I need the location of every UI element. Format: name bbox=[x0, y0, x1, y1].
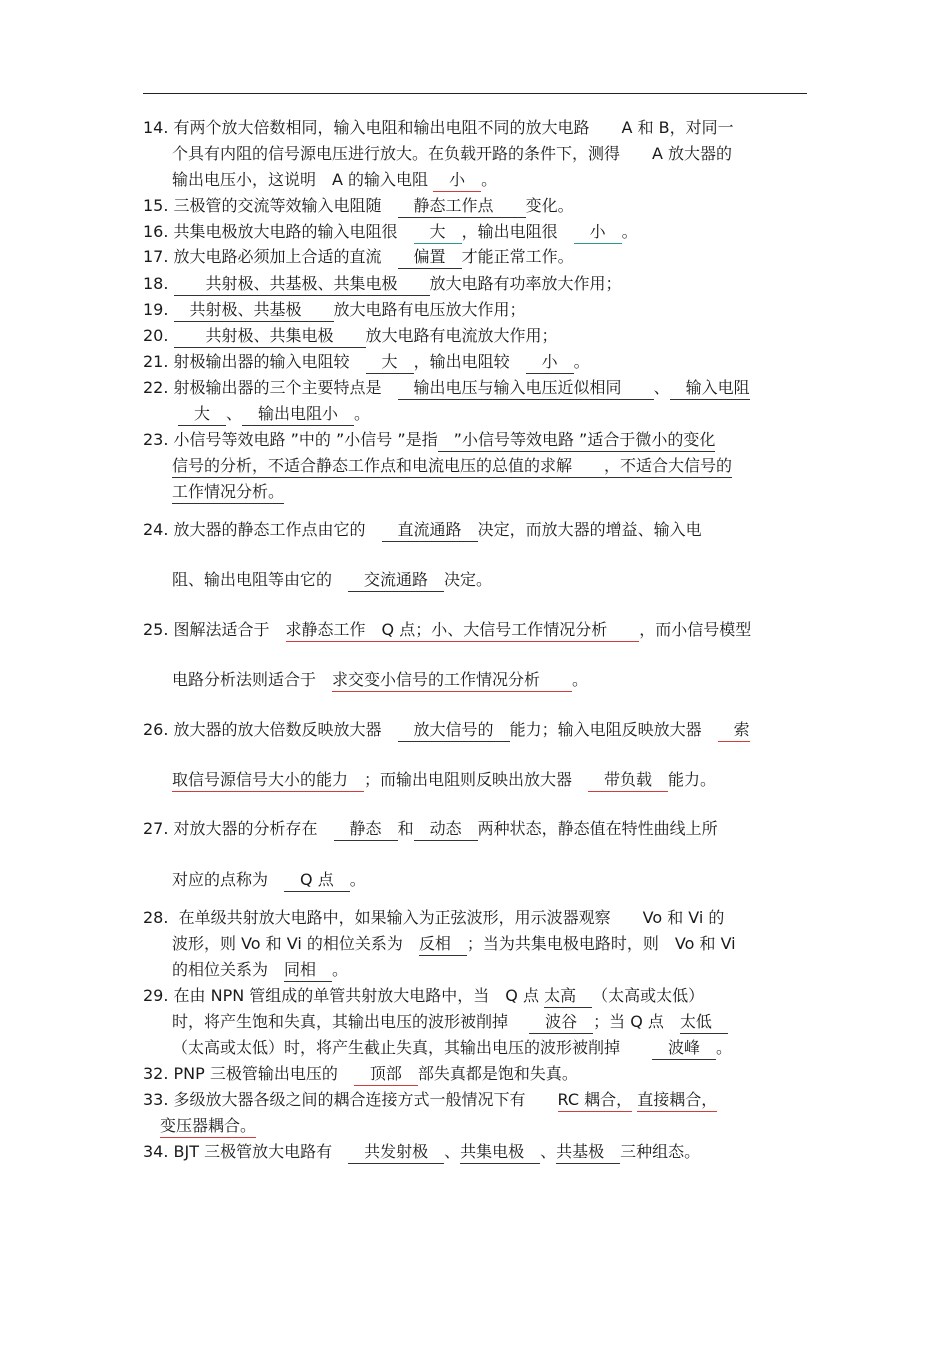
text: 18. bbox=[143, 274, 174, 293]
answer-blank: 共集电极 bbox=[460, 1142, 540, 1164]
answer-blank: 求交变小信号的工作情况分析 bbox=[332, 670, 572, 692]
q21-line bbox=[143, 352, 590, 374]
text: ；当为共集电极电路时，则 Vo 和 Vi bbox=[466, 934, 736, 953]
text: 15. 三极管的交流等效输入电阻随 bbox=[143, 196, 398, 215]
text: 才能正常工作。 bbox=[461, 247, 574, 266]
text: 24. 放大器的静态工作点由它的 bbox=[143, 520, 382, 539]
answer-blank: 输出电阻小 bbox=[242, 404, 354, 426]
answer-blank: 波谷 bbox=[529, 1012, 593, 1034]
text: 、 bbox=[226, 404, 243, 423]
q23-line2 bbox=[172, 456, 732, 478]
answer-blank: 大 bbox=[178, 404, 226, 426]
q32-line bbox=[143, 1064, 578, 1086]
text: 33. 多级放大器各级之间的耦合连接方式一般情况下有 bbox=[143, 1090, 558, 1109]
text: 时，将产生饱和失真，其输出电压的波形被削掉 bbox=[172, 1012, 530, 1031]
text: 34. BJT 三极管放大电路有 bbox=[143, 1142, 349, 1161]
text: 17. 放大电路必须加上合适的直流 bbox=[143, 247, 398, 266]
answer-blank: 小 bbox=[433, 170, 481, 192]
answer-blank: 共基极 bbox=[556, 1142, 620, 1164]
text: 19. bbox=[143, 300, 174, 319]
text: 两种状态，静态值在特性曲线上所 bbox=[477, 819, 718, 838]
q29-line3 bbox=[172, 1038, 732, 1060]
text: 、 bbox=[540, 1142, 557, 1161]
answer-blank: 输出电压与输入电压近似相同 bbox=[398, 378, 654, 400]
answer-blank: ”小信号等效电路 ”适合于微小的变化 bbox=[438, 430, 716, 452]
answer-blank: 变压器耦合。 bbox=[160, 1116, 256, 1138]
text: 阻、输出电阻等由它的 bbox=[172, 570, 349, 589]
text: 21. 射极输出器的输入电阻较 bbox=[143, 352, 366, 371]
answer-blank: 静态 bbox=[334, 819, 398, 841]
text: 、 bbox=[653, 378, 670, 397]
answer-blank: Q 点 bbox=[284, 870, 350, 892]
answer-blank: 工作情况分析。 bbox=[172, 482, 284, 504]
answer-blank: 小 bbox=[526, 352, 574, 374]
text: 对应的点称为 bbox=[172, 870, 285, 889]
answer-blank: 取信号源信号大小的能力 bbox=[172, 770, 364, 792]
answer-blank: 太高 bbox=[544, 986, 592, 1008]
q34-line bbox=[143, 1142, 700, 1164]
answer-blank: 共射极、共基极、共集电极 bbox=[174, 274, 430, 296]
answer-blank: 交流通路 bbox=[348, 570, 444, 592]
answer-blank: 带负载 bbox=[588, 770, 668, 792]
q24-line2 bbox=[172, 570, 492, 592]
text: 部失真都是饱和失真。 bbox=[417, 1064, 578, 1083]
answer-blank: 索 bbox=[718, 720, 750, 742]
q28-line1: 28. 在单级共射放大电路中，如果输入为正弦波形，用示波器观察 Vo 和 Vi 的 bbox=[143, 908, 725, 927]
answer-blank: RC 耦合， bbox=[558, 1090, 633, 1112]
answer-blank: 求静态工作 Q 点；小、大信号工作情况分析 bbox=[286, 620, 640, 642]
answer-blank: 偏置 bbox=[398, 247, 462, 269]
answer-blank: 小 bbox=[574, 222, 622, 244]
text: 放大电路有电压放大作用； bbox=[333, 300, 526, 319]
q23-line3 bbox=[172, 482, 284, 504]
text: 能力；输入电阻反映放大器 bbox=[509, 720, 718, 739]
text: 。 bbox=[573, 352, 590, 371]
q16-line bbox=[143, 222, 638, 244]
text: 变化。 bbox=[525, 196, 574, 215]
text: 29. 在由 NPN 管组成的单管共射放大电路中，当 Q 点 bbox=[143, 986, 545, 1005]
text: 26. 放大器的放大倍数反映放大器 bbox=[143, 720, 398, 739]
text: ，输出电阻较 bbox=[413, 352, 526, 371]
answer-blank: 直接耦合， bbox=[637, 1090, 717, 1112]
q22-line2 bbox=[178, 404, 370, 426]
text: ，而小信号模型 bbox=[639, 620, 752, 639]
text: 27. 对放大器的分析存在 bbox=[143, 819, 334, 838]
text: ；当 Q 点 bbox=[593, 1012, 680, 1031]
q17-line bbox=[143, 247, 574, 269]
answer-blank: 输入电阻 bbox=[670, 378, 750, 400]
q24-line1 bbox=[143, 520, 702, 542]
text: 22. 射极输出器的三个主要特点是 bbox=[143, 378, 398, 397]
text: 放大电路有电流放大作用； bbox=[365, 326, 558, 345]
q23-line1 bbox=[143, 430, 715, 452]
answer-blank: 顶部 bbox=[354, 1064, 418, 1086]
text: ，输出电阻很 bbox=[461, 222, 574, 241]
q20-line bbox=[143, 326, 558, 348]
text: 20. bbox=[143, 326, 174, 345]
text: 。 bbox=[354, 404, 371, 423]
text: 16. 共集电极放大电路的输入电阻很 bbox=[143, 222, 414, 241]
header-rule bbox=[143, 93, 807, 94]
text: 波形，则 Vo 和 Vi 的相位关系为 bbox=[172, 934, 419, 953]
q22-line1 bbox=[143, 378, 750, 400]
answer-blank: 直流通路 bbox=[382, 520, 478, 542]
text: 、 bbox=[444, 1142, 461, 1161]
text: 。 bbox=[481, 170, 498, 189]
q25-line2 bbox=[172, 670, 588, 692]
q33-line1 bbox=[143, 1090, 717, 1112]
q14-line1: 14. 有两个放大倍数相同，输入电阻和输出电阻不同的放大电路 A 和 B，对同一 bbox=[143, 118, 734, 137]
text: 输出电压小，这说明 A 的输入电阻 bbox=[172, 170, 434, 189]
answer-blank: 动态 bbox=[414, 819, 478, 841]
text: 32. PNP 三极管输出电压的 bbox=[143, 1064, 354, 1083]
answer-blank: 大 bbox=[366, 352, 414, 374]
text: （太高或太低）时，将产生截止失真，其输出电压的波形被削掉 bbox=[172, 1038, 653, 1057]
q33-line2 bbox=[160, 1116, 256, 1138]
answer-blank: 放大信号的 bbox=[398, 720, 510, 742]
q28-line3 bbox=[172, 960, 348, 982]
text: 和 bbox=[397, 819, 414, 838]
answer-blank: 反相 bbox=[419, 934, 467, 956]
q19-line bbox=[143, 300, 526, 322]
q26-line2 bbox=[172, 770, 716, 792]
q27-line2 bbox=[172, 870, 366, 892]
text: 。 bbox=[716, 1038, 733, 1057]
text: （太高或太低） bbox=[592, 986, 705, 1005]
q25-line1 bbox=[143, 620, 751, 642]
answer-blank: 共射极、共集电极 bbox=[174, 326, 366, 348]
q28-line2 bbox=[172, 934, 736, 956]
q29-line2 bbox=[172, 1012, 728, 1034]
answer-blank: 静态工作点 bbox=[398, 196, 526, 218]
text: 23. 小信号等效电路 ”中的 ”小信号 ”是指 bbox=[143, 430, 438, 449]
q14-line3 bbox=[172, 170, 497, 192]
text: 。 bbox=[572, 670, 589, 689]
text: 。 bbox=[332, 960, 349, 979]
answer-blank: 太低 bbox=[680, 1012, 728, 1034]
text: 。 bbox=[621, 222, 638, 241]
q27-line1 bbox=[143, 819, 718, 841]
answer-blank: 波峰 bbox=[652, 1038, 716, 1060]
q18-line bbox=[143, 274, 622, 296]
answer-blank: 信号的分析，不适合静态工作点和电流电压的总值的求解 ，不适合大信号的 bbox=[172, 456, 732, 478]
text: 放大电路有功率放大作用； bbox=[429, 274, 622, 293]
text: ；而输出电阻则反映出放大器 bbox=[364, 770, 589, 789]
q29-line1 bbox=[143, 986, 704, 1008]
q26-line1 bbox=[143, 720, 750, 742]
answer-blank: 共射极、共基极 bbox=[174, 300, 334, 322]
text: 25. 图解法适合于 bbox=[143, 620, 286, 639]
text: 。 bbox=[349, 870, 366, 889]
answer-blank: 同相 bbox=[284, 960, 332, 982]
text: 电路分析法则适合于 bbox=[172, 670, 333, 689]
text: 决定，而放大器的增益、输入电 bbox=[477, 520, 702, 539]
text: 的相位关系为 bbox=[172, 960, 285, 979]
q14-line2: 个具有内阻的信号源电压进行放大。在负载开路的条件下，测得 A 放大器的 bbox=[172, 144, 733, 163]
answer-blank: 共发射极 bbox=[348, 1142, 444, 1164]
answer-blank: 大 bbox=[414, 222, 462, 244]
q15-line bbox=[143, 196, 574, 218]
text: 能力。 bbox=[668, 770, 717, 789]
text: 决定。 bbox=[444, 570, 493, 589]
text: 三种组态。 bbox=[620, 1142, 701, 1161]
